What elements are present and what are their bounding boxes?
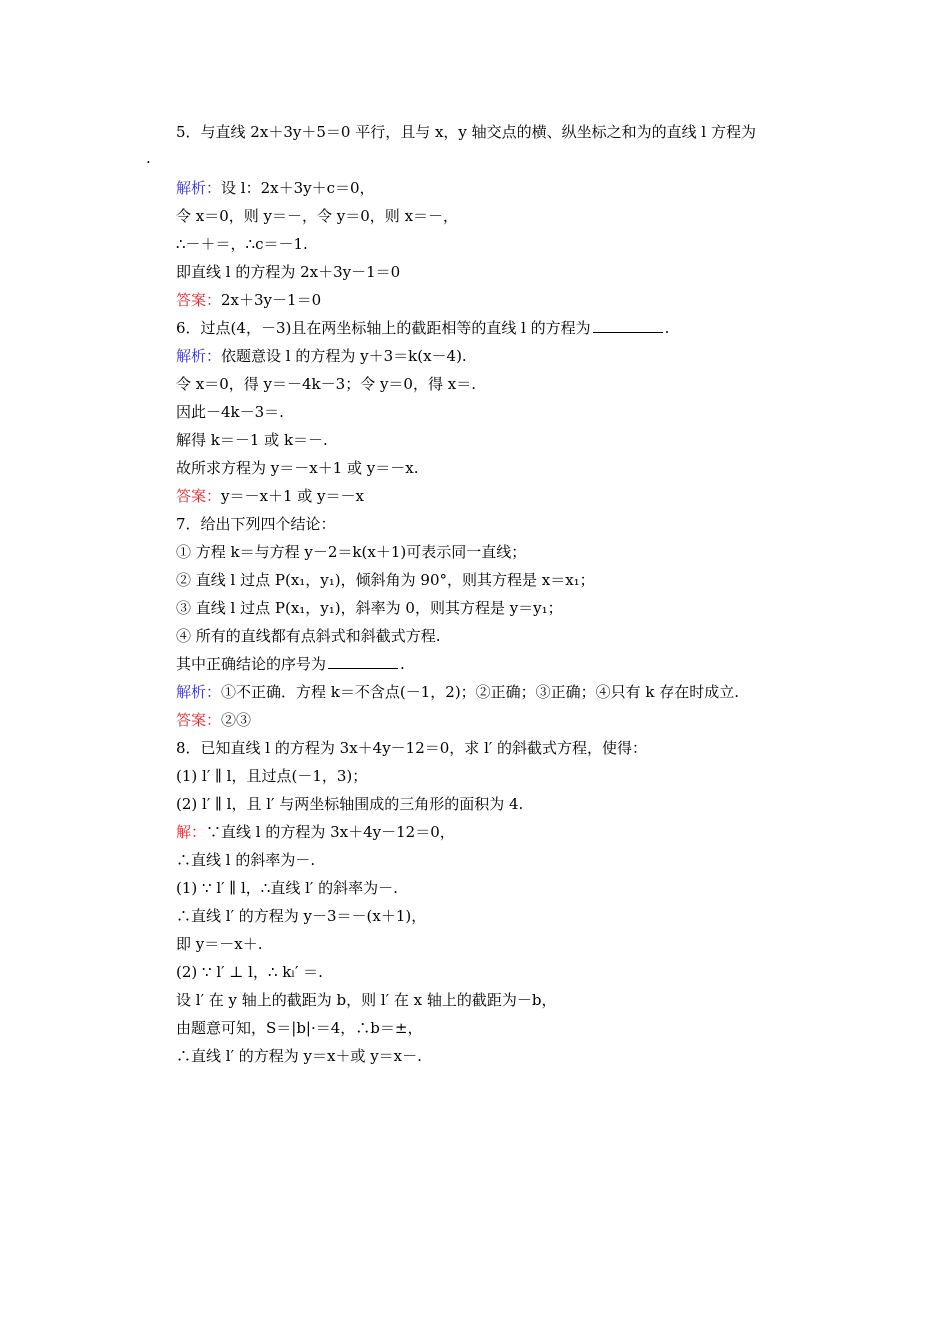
- analysis-5-line-2: 令 x＝0，则 y＝－，令 y＝0，则 x＝－，: [176, 207, 459, 225]
- solution-8-line-8: 由题意可知，S＝|b|·＝4，∴b＝±，: [176, 1019, 423, 1037]
- solution-8-line-2: ∴直线 l 的斜率为－.: [176, 851, 316, 869]
- analysis-tag: 解析：: [176, 179, 222, 197]
- stray-period: .: [146, 149, 151, 167]
- answer-7: 答案：②③: [176, 711, 252, 729]
- answer-6: 答案：y＝－x＋1 或 y＝－x: [176, 487, 364, 505]
- answer-5: 答案：2x＋3y－1＝0: [176, 291, 322, 309]
- solution-8-line-7: 设 l′ 在 y 轴上的截距为 b，则 l′ 在 x 轴上的截距为－b，: [176, 991, 557, 1009]
- answer-blank: [328, 654, 398, 669]
- solution-8-line-4: ∴直线 l′ 的方程为 y－3＝－(x＋1)，: [176, 907, 427, 925]
- analysis-6-line-1: 解析：依题意设 l 的方程为 y＋3＝k(x－4).: [176, 347, 467, 365]
- analysis-tag: 解析：: [176, 683, 222, 701]
- solution-tag: 解：: [176, 823, 207, 841]
- solution-8-line-6: (2) ∵ l′ ⊥ l，∴ kₗ′ ＝.: [176, 963, 323, 981]
- analysis-5-line-1: 解析：设 l：2x＋3y＋c＝0，: [176, 179, 375, 197]
- problem-8-part-1: (1) l′ ∥ l，且过点(－1，3)；: [176, 767, 368, 785]
- problem-7-question: 其中正确结论的序号为 .: [176, 655, 405, 673]
- analysis-6-line-2: 令 x＝0，得 y＝－4k－3；令 y＝0，得 x＝.: [176, 375, 476, 393]
- answer-tag: 答案：: [176, 487, 222, 505]
- analysis-5-line-4: 即直线 l 的方程为 2x＋3y－1＝0: [176, 263, 401, 281]
- analysis-6-line-3: 因此－4k－3＝.: [176, 403, 284, 421]
- solution-8-line-5: 即 y＝－x＋.: [176, 935, 263, 953]
- analysis-6-line-4: 解得 k＝－1 或 k＝－.: [176, 431, 328, 449]
- analysis-7: 解析：①不正确．方程 k＝不含点(－1，2)；②正确；③正确；④只有 k 存在时成立.: [176, 683, 740, 701]
- solution-8-line-3: (1) ∵ l′ ∥ l，∴直线 l′ 的斜率为－.: [176, 879, 398, 897]
- problem-6: 6．过点(4，－3)且在两坐标轴上的截距相等的直线 l 的方程为 .: [176, 319, 670, 337]
- problem-8-part-2: (2) l′ ∥ l，且 l′ 与两坐标轴围成的三角形的面积为 4.: [176, 795, 524, 813]
- problem-5: 5．与直线 2x＋3y＋5＝0 平行，且与 x，y 轴交点的横、纵坐标之和为的直线 l 方程为: [176, 123, 756, 141]
- problem-7-item-2: ② 直线 l 过点 P(x₁，y₁)，倾斜角为 90°，则其方程是 x＝x₁；: [176, 571, 595, 589]
- answer-tag: 答案：: [176, 291, 222, 309]
- solution-8-line-9: ∴直线 l′ 的方程为 y＝x＋或 y＝x－.: [176, 1047, 422, 1065]
- answer-blank: [593, 318, 663, 333]
- problem-7: 7．给出下列四个结论：: [176, 515, 336, 533]
- problem-7-item-4: ④ 所有的直线都有点斜式和斜截式方程.: [176, 627, 441, 645]
- analysis-6-line-5: 故所求方程为 y＝－x＋1 或 y＝－x.: [176, 459, 419, 477]
- solution-8-line-1: 解：∵直线 l 的方程为 3x＋4y－12＝0，: [176, 823, 455, 841]
- problem-7-item-3: ③ 直线 l 过点 P(x₁，y₁)，斜率为 0，则其方程是 y＝y₁；: [176, 599, 563, 617]
- problem-8: 8．已知直线 l 的方程为 3x＋4y－12＝0，求 l′ 的斜截式方程，使得：: [176, 739, 648, 757]
- answer-tag: 答案：: [176, 711, 222, 729]
- analysis-tag: 解析：: [176, 347, 222, 365]
- problem-7-item-1: ① 方程 k＝与方程 y－2＝k(x＋1)可表示同一直线；: [176, 543, 527, 561]
- analysis-5-line-3: ∴－＋＝，∴c＝－1.: [176, 235, 308, 253]
